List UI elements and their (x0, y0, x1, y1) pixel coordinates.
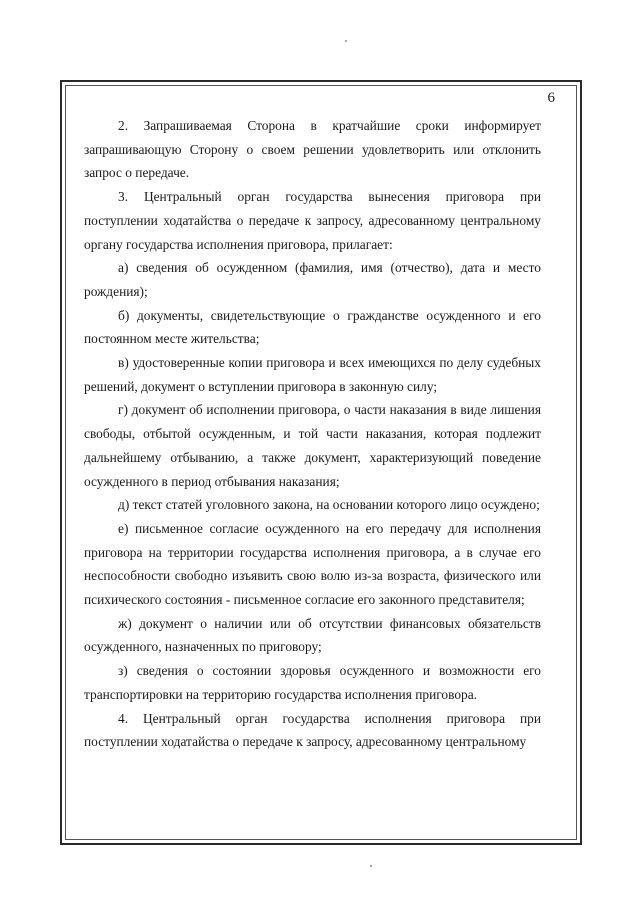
page-number: 6 (547, 90, 555, 106)
list-item-g: г) документ об исполнении приговора, о части наказания в виде лишения свободы, отбытой осужденным, и той части наказания, которая подлежит дальнейшему отбыванию, а также документ, характеризующий поведение осужденного в период отбывания наказания; (84, 402, 541, 489)
list-item-z: з) сведения о состоянии здоровья осужденного и возможности его транспортировки на территорию государства исполнения приговора. (84, 663, 541, 702)
list-item-v: в) удостоверенные копии приговора и всех имеющихся по делу судебных решений, документ о вступлении приговора в законную силу; (84, 355, 541, 394)
scan-speck (370, 865, 372, 867)
paragraph-3: 3. Центральный орган государства вынесения приговора при поступлении ходатайства о передаче к запросу, адресованному центральному органу государства исполнения приговора, прилагает: (84, 189, 541, 252)
document-body (84, 114, 541, 754)
list-item-b: б) документы, свидетельствующие о гражданстве осужденного и его постоянном месте жительства; (84, 307, 541, 347)
scan-speck (345, 40, 347, 42)
list-item-a: а) сведения об осужденном (фамилия, имя (отчество), дата и место рождения); (84, 260, 541, 299)
list-item-e: е) письменное согласие осужденного на его передачу для исполнения приговора на территории государства исполнения приговора, а в случае его неспособности свободно изъявить свою волю из-за возраста, физического или психического состояния - письменное согласие его законного представителя; (84, 520, 541, 608)
paragraph-2: 2. Запрашиваемая Сторона в кратчайшие сроки информирует запрашивающую Сторону о своем решении удовлетворить или отклонить запрос о передаче. (84, 118, 541, 181)
list-item-zh: ж) документ о наличии или об отсутствии финансовых обязательств осужденного, назначенных по приговору; (84, 615, 541, 655)
paragraph-4: 4. Центральный орган государства исполнения приговора при поступлении ходатайства о передаче к запросу, адресованному центральному (84, 710, 541, 750)
list-item-d: д) текст статей уголовного закона, на основании которого лицо осуждено; (118, 497, 540, 513)
